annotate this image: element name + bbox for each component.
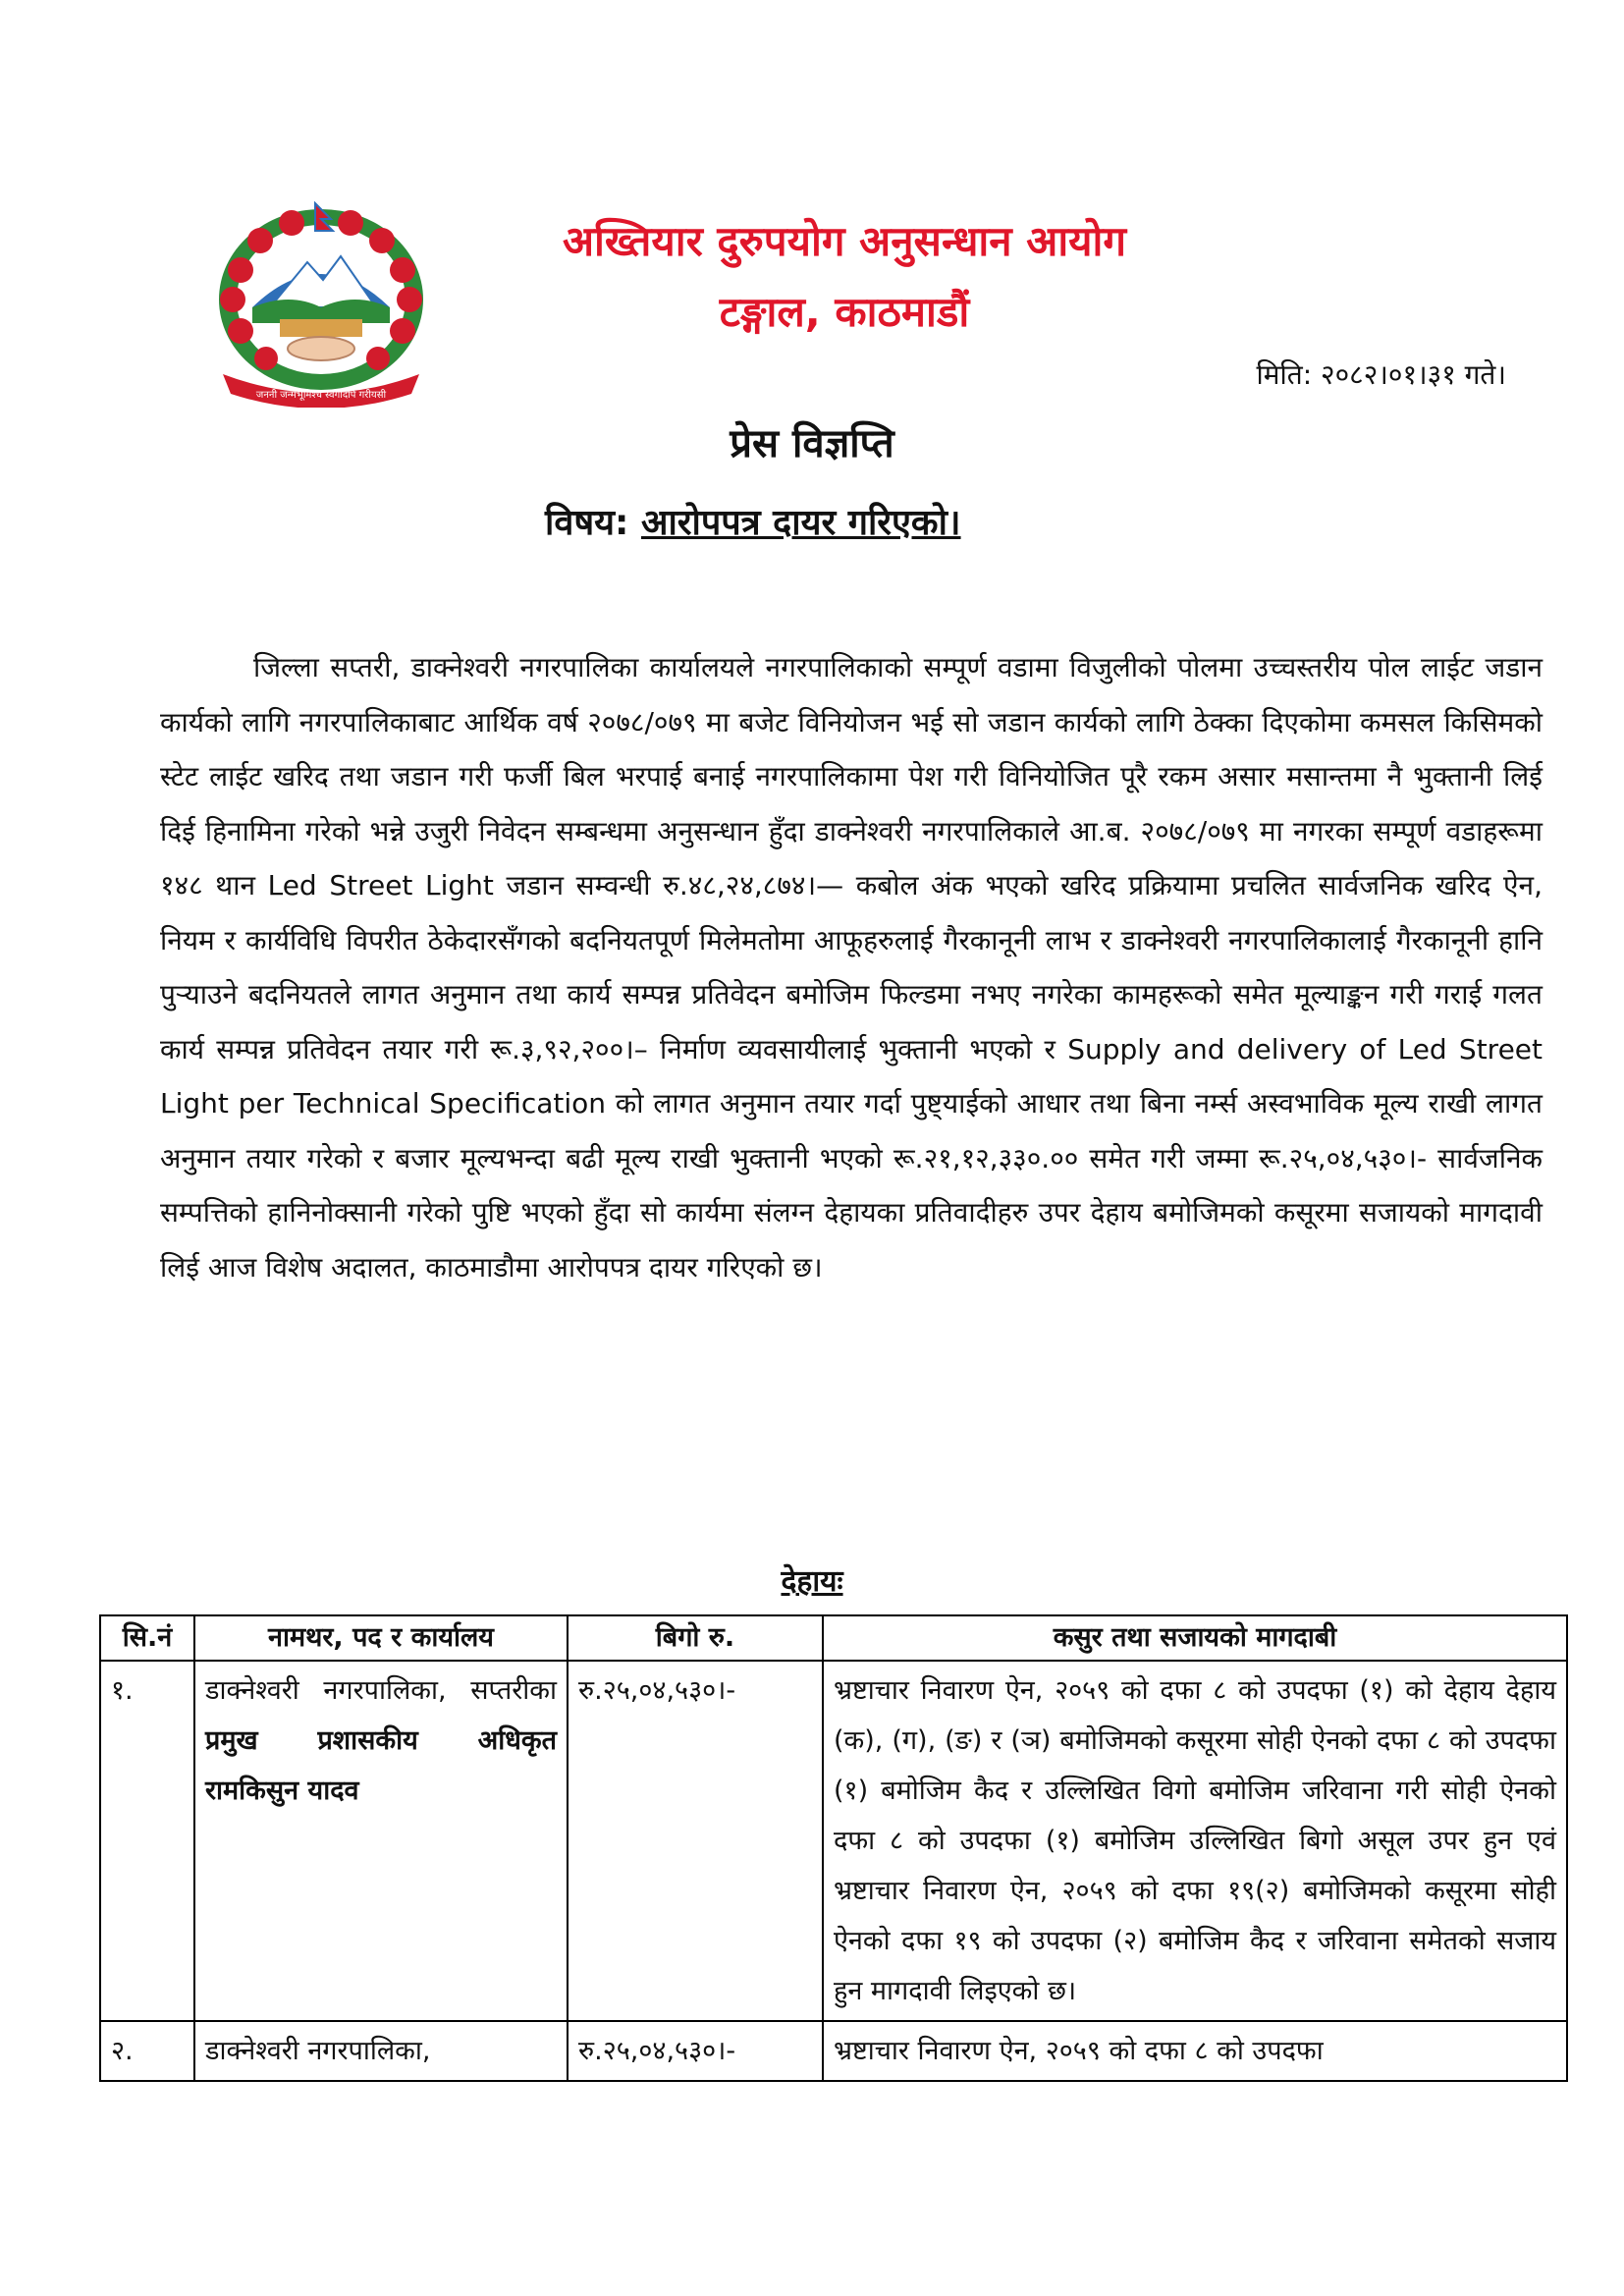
table-heading: देहायः [781, 1564, 843, 1599]
subject-label: विषय: [545, 503, 629, 543]
row-charge: भ्रष्टाचार निवारण ऐन, २०५९ को दफा ८ को उपदफा [823, 2021, 1567, 2081]
national-emblem-icon [201, 201, 442, 408]
row-amount: रु.२५,०४,५३०।- [568, 1661, 823, 2021]
row-person: प्रमुख प्रशासकीय अधिकृत रामकिसुन यादव [205, 1725, 557, 1806]
issue-date: मिति: २०८२।०१।३१ गते। [1256, 358, 1506, 391]
svg-text:जननी जन्मभूमिश्च स्वर्गादपि गर: जननी जन्मभूमिश्च स्वर्गादपि गरीयसी [255, 390, 387, 401]
row-office: डाक्नेश्वरी नगरपालिका, [205, 2036, 431, 2066]
subject-line [545, 499, 961, 548]
accused-table [99, 1614, 1568, 2082]
row-office: डाक्नेश्वरी नगरपालिका, सप्तरीका [205, 1675, 557, 1706]
body-paragraph: जिल्ला सप्तरी, डाक्नेश्वरी नगरपालिका कार्यालयले नगरपालिकाको सम्पूर्ण वडामा विजुलीको पोलमा उच्चस्तरीय पोल लाईट जडान कार्यको लागि नगरपालिकाबाट आर्थिक वर्ष २०७८/०७९ मा बजेट विनियोजन भई सो जडान कार्यको लागि ठेक्का दिएकोमा कमसल किसिमको स्टेट लाईट खरिद तथा जडान गरी फर्जी बिल भरपाई बनाई नगरपालिकामा पेश गरी विनियोजित पूरै रकम असार मसान्तमा नै भुक्तानी लिई दिई हिनामिना गरेको भन्ने उजुरी निवेदन सम्बन्धमा अनुसन्धान हुँदा डाक्नेश्वरी नगरपालिकाले आ.ब. २०७८/०७९ मा नगरका सम्पूर्ण वडाहरूमा १४८ थान Led Street Light जडान सम्वन्धी रु.४८,२४,८७४।— कबोल अंक भएको खरिद प्रक्रियामा प्रचलित सार्वजनिक खरिद ऐन, नियम र कार्यविधि विपरीत ठेकेदारसँगको बदनियतपूर्ण मिलेमतोमा आफूहरुलाई गैरकानूनी लाभ र डाक्नेश्वरी नगरपालिकालाई गैरकानूनी हानि पुर्‍याउने बदनियतले लागत अनुमान तथा कार्य सम्पन्न प्रतिवेदन बमोजिम फिल्डमा नभए नगरेका कामहरूको समेत मूल्याङ्कन गरी गराई गलत कार्य सम्पन्न प्रतिवेदन तयार गरी रू.३,९२,२००।– निर्माण व्यवसायीलाई भुक्तानी भएको र Supply and delivery of Led Street Light per Technical Specification को लागत अनुमान तयार गर्दा पुष्ट्याईको आधार तथा बिना नर्म्स अस्वभाविक मूल्य राखी लागत अनुमान तयार गरेको र बजार मूल्यभन्दा बढी मूल्य राखी भुक्तानी भएको रू.२१,१२,३३०.०० समेत गरी जम्मा रू.२५,०४,५३०।- सार्वजनिक सम्पत्तिको हानिनोक्सानी गरेको पुष्टि भएको हुँदा सो कार्यमा संलग्न देहायका प्रतिवादीहरु उपर देहाय बमोजिमको कसूरमा सजायको मागदावी लिई आज विशेष अदालत, काठमाडौमा आरोपपत्र दायर गरिएको छ। [160, 651, 1543, 1284]
table-header-row [100, 1615, 1567, 1661]
table-row [100, 1661, 1567, 2021]
column-header-amount: बिगो रु. [568, 1615, 823, 1661]
document-title: प्रेस विज्ञप्ति [730, 421, 894, 466]
table-row [100, 2021, 1567, 2081]
organization-name: अख्तियार दुरुपयोग अनुसन्धान आयोग [562, 217, 1127, 265]
row-amount: रु.२५,०४,५३०।- [568, 2021, 823, 2081]
row-serial: २. [100, 2021, 194, 2081]
organization-address: टङ्गाल, काठमाडौं [719, 288, 970, 336]
row-serial: १. [100, 1661, 194, 2021]
column-header-name: नामथर, पद र कार्यालय [194, 1615, 568, 1661]
row-charge: भ्रष्टाचार निवारण ऐन, २०५९ को दफा ८ को उपदफा (१) को देहाय देहाय (क), (ग), (ङ) र (ञ) बमोजिमको कसूरमा सोही ऐनको दफा ८ को उपदफा (१) बमोजिम कैद र उल्लिखित विगो बमोजिम जरिवाना गरी सोही ऐनको दफा ८ को उपदफा (१) बमोजिम उल्लिखित बिगो असूल उपर हुन एवं भ्रष्टाचार निवारण ऐन, २०५९ को दफा १९(२) बमोजिमको कसूरमा सोही ऐनको दफा १९ को उपदफा (२) बमोजिम कैद र जरिवाना समेतको सजाय हुन मागदावी लिइएको छ। [823, 1661, 1567, 2021]
column-header-serial: सि.नं [100, 1615, 194, 1661]
subject-text: आरोपपत्र दायर गरिएको। [640, 503, 961, 543]
column-header-charge: कसुर तथा सजायको मागदाबी [823, 1615, 1567, 1661]
row-name-cell [194, 1661, 568, 2021]
row-name-cell [194, 2021, 568, 2081]
